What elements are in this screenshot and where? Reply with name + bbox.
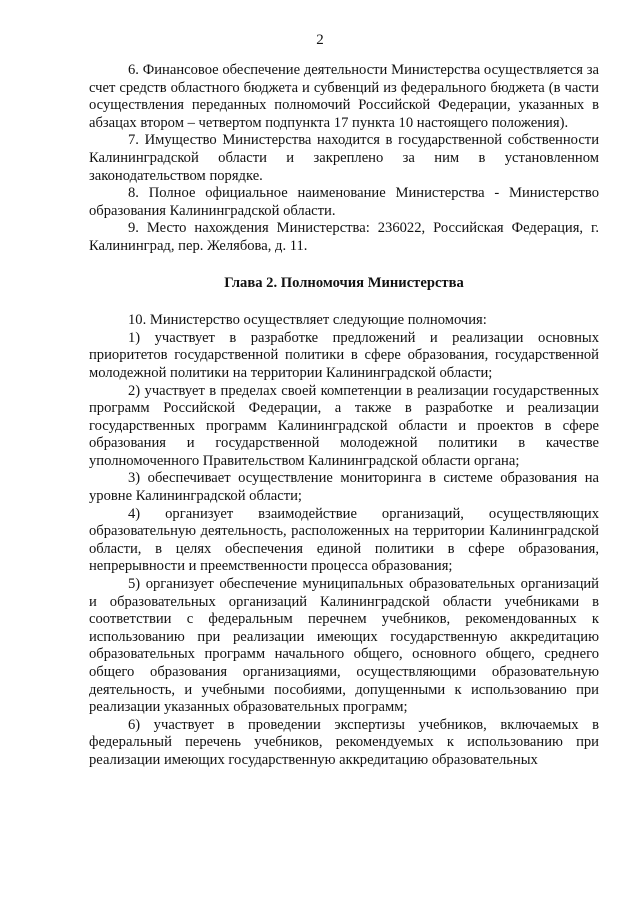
paragraph-8: 8. Полное официальное наименование Министерства - Министерство образования Калининградской области. [89, 185, 599, 219]
paragraph-6: 6. Финансовое обеспечение деятельности Министерства осуществляется за счет средств областного бюджета и субвенций из федерального бюджета (в части осуществления переданных полномочий Российской Федерации, указанных в абзацах втором – четвертом подпункта 17 пункта 10 настоящего положения). [89, 62, 599, 131]
subparagraph-6: 6) участвует в проведении экспертизы учебников, включаемых в федеральный перечень учебников, рекомендуемых к использованию при реализации имеющих государственную аккредитацию образовательных [89, 716, 599, 768]
document-body [89, 62, 599, 770]
paragraph-10: 10. Министерство осуществляет следующие полномочия: [128, 312, 487, 329]
paragraph-7: 7. Имущество Министерства находится в государственной собственности Калининградской области и закреплено за ним в установленном законодательством порядке. [89, 132, 599, 184]
subparagraph-1: 1) участвует в разработке предложений и реализации основных приоритетов государственной политики в сфере образования, государственной молодежной политики на территории Калининградской области; [89, 329, 599, 381]
chapter-title: Глава 2. Полномочия Министерства [224, 274, 464, 291]
subparagraph-4: 4) организует взаимодействие организаций, осуществляющих образовательную деятельность, расположенных на территории Калининградской области, в целях обеспечения единой политики в сфере образования, непрерывности и преемственности процесса образования; [89, 505, 599, 575]
subparagraph-3: 3) обеспечивает осуществление мониторинга в системе образования на уровне Калининградской области; [89, 470, 599, 505]
page-number: 2 [316, 32, 324, 48]
subparagraph-5: 5) организует обеспечение муниципальных образовательных организаций и образовательных организаций Калининградской области учебниками в соответствии с федеральным перечнем учебников, рекомендованных к использованию при реализации имеющих государственную аккредитацию образовательных программ начального общего, основного общего, среднего общего образования организациями, осуществляющими образовательную деятельность, и учебными пособиями, допущенными к использованию при реализации указанных образовательных программ; [89, 576, 599, 716]
paragraph-9: 9. Место нахождения Министерства: 236022, Российская Федерация, г. Калининград, пер. Желябова, д. 11. [89, 220, 599, 254]
subparagraph-2: 2) участвует в пределах своей компетенции в реализации государственных программ Российской Федерации, а также в разработке и реализации государственных программ Калининградской области и проектов в сфере образования и государственной молодежной политики в качестве уполномоченного Правительством Калининградской области органа; [89, 382, 599, 469]
